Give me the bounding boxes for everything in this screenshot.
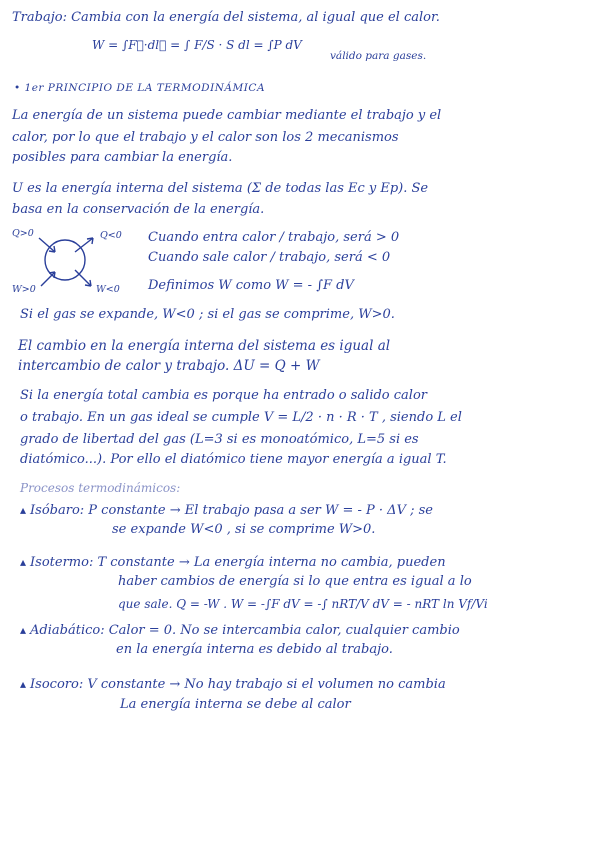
valid-for-gases-note: válido para gases. bbox=[330, 50, 427, 62]
work-definition: Definimos W como W = - ∫F dV bbox=[148, 278, 354, 293]
isothermal-work-formula: que sale. Q = -W . W = -∫F dV = -∫ nRT/V dV = - nRT ln Vf/Vi bbox=[118, 597, 488, 611]
label-heat-out: Q<0 bbox=[100, 230, 122, 241]
process-isochoric-cont: La energía interna se debe al calor bbox=[120, 697, 351, 712]
paragraph-line: basa en la conservación de la energía. bbox=[12, 202, 265, 217]
process-isochoric: ▴ Isocoro: V constante → No hay trabajo si el volumen no cambia bbox=[20, 677, 446, 692]
paragraph-line: U es la energía interna del sistema (Σ de todas las Ec y Ep). Se bbox=[12, 181, 429, 196]
paragraph-line: diatómico...). Por ello el diatómico tiene mayor energía a igual T. bbox=[20, 452, 447, 467]
paragraph-line: calor, por lo que el trabajo y el calor son los 2 mecanismos bbox=[12, 130, 399, 145]
section-heading-first-principle: • 1er PRINCIPIO DE LA TERMODINÁMICA bbox=[14, 82, 266, 94]
process-adiabatic: ▴ Adiabático: Calor = 0. No se intercambia calor, cualquier cambio bbox=[20, 623, 460, 638]
triangle-bullet-icon: ▴ bbox=[20, 555, 27, 569]
process-adiabatic-cont: en la energía interna es debido al trabajo. bbox=[116, 642, 393, 657]
system-cycle-sketch bbox=[35, 232, 105, 294]
first-law-equation: intercambio de calor y trabajo. ΔU = Q + W bbox=[18, 358, 320, 374]
sign-rule-in: Cuando entra calor / trabajo, será > 0 bbox=[148, 230, 400, 245]
work-out-arrow bbox=[75, 270, 91, 286]
process-isothermal-cont: haber cambios de energía si lo que entra es igual a lo bbox=[118, 574, 472, 589]
paragraph-line: posibles para cambiar la energía. bbox=[12, 150, 233, 165]
process-isothermal: ▴ Isotermo: T constante → La energía interna no cambia, pueden bbox=[20, 555, 446, 570]
label-work-in: W>0 bbox=[12, 284, 36, 295]
triangle-bullet-icon: ▴ bbox=[20, 623, 27, 637]
paragraph-line: Si la energía total cambia es porque ha entrado o salido calor bbox=[20, 388, 427, 403]
paragraph-line: La energía de un sistema puede cambiar mediante el trabajo y el bbox=[12, 108, 442, 123]
process-isobaric-cont: se expande W<0 , si se comprime W>0. bbox=[112, 522, 376, 537]
triangle-bullet-icon: ▴ bbox=[20, 677, 27, 691]
paragraph-line: grado de libertad del gas (L=3 si es monoatómico, L=5 si es bbox=[20, 432, 419, 447]
paragraph-line: El cambio en la energía interna del sistema es igual al bbox=[18, 338, 391, 354]
triangle-bullet-icon: ▴ bbox=[20, 503, 27, 517]
paragraph-line: o trabajo. En un gas ideal se cumple V = L/2 · n · R · T , siendo L el bbox=[20, 410, 462, 425]
label-work-out: W<0 bbox=[96, 284, 120, 295]
processes-heading: Procesos termodinámicos: bbox=[20, 481, 181, 495]
trabajo-definition: Trabajo: Cambia con la energía del sistema, al igual que el calor. bbox=[12, 10, 440, 25]
work-in-arrow bbox=[41, 272, 55, 286]
work-integral-formula: W = ∫F⃗·dl⃗ = ∫ F/S · S dl = ∫P dV bbox=[92, 38, 302, 52]
label-heat-in: Q>0 bbox=[12, 228, 34, 239]
sign-rule-out: Cuando sale calor / trabajo, será < 0 bbox=[148, 250, 391, 265]
process-isobaric: ▴ Isóbaro: P constante → El trabajo pasa a ser W = - P · ΔV ; se bbox=[20, 503, 433, 518]
expansion-sign-note: Si el gas se expande, W<0 ; si el gas se comprime, W>0. bbox=[20, 307, 395, 322]
